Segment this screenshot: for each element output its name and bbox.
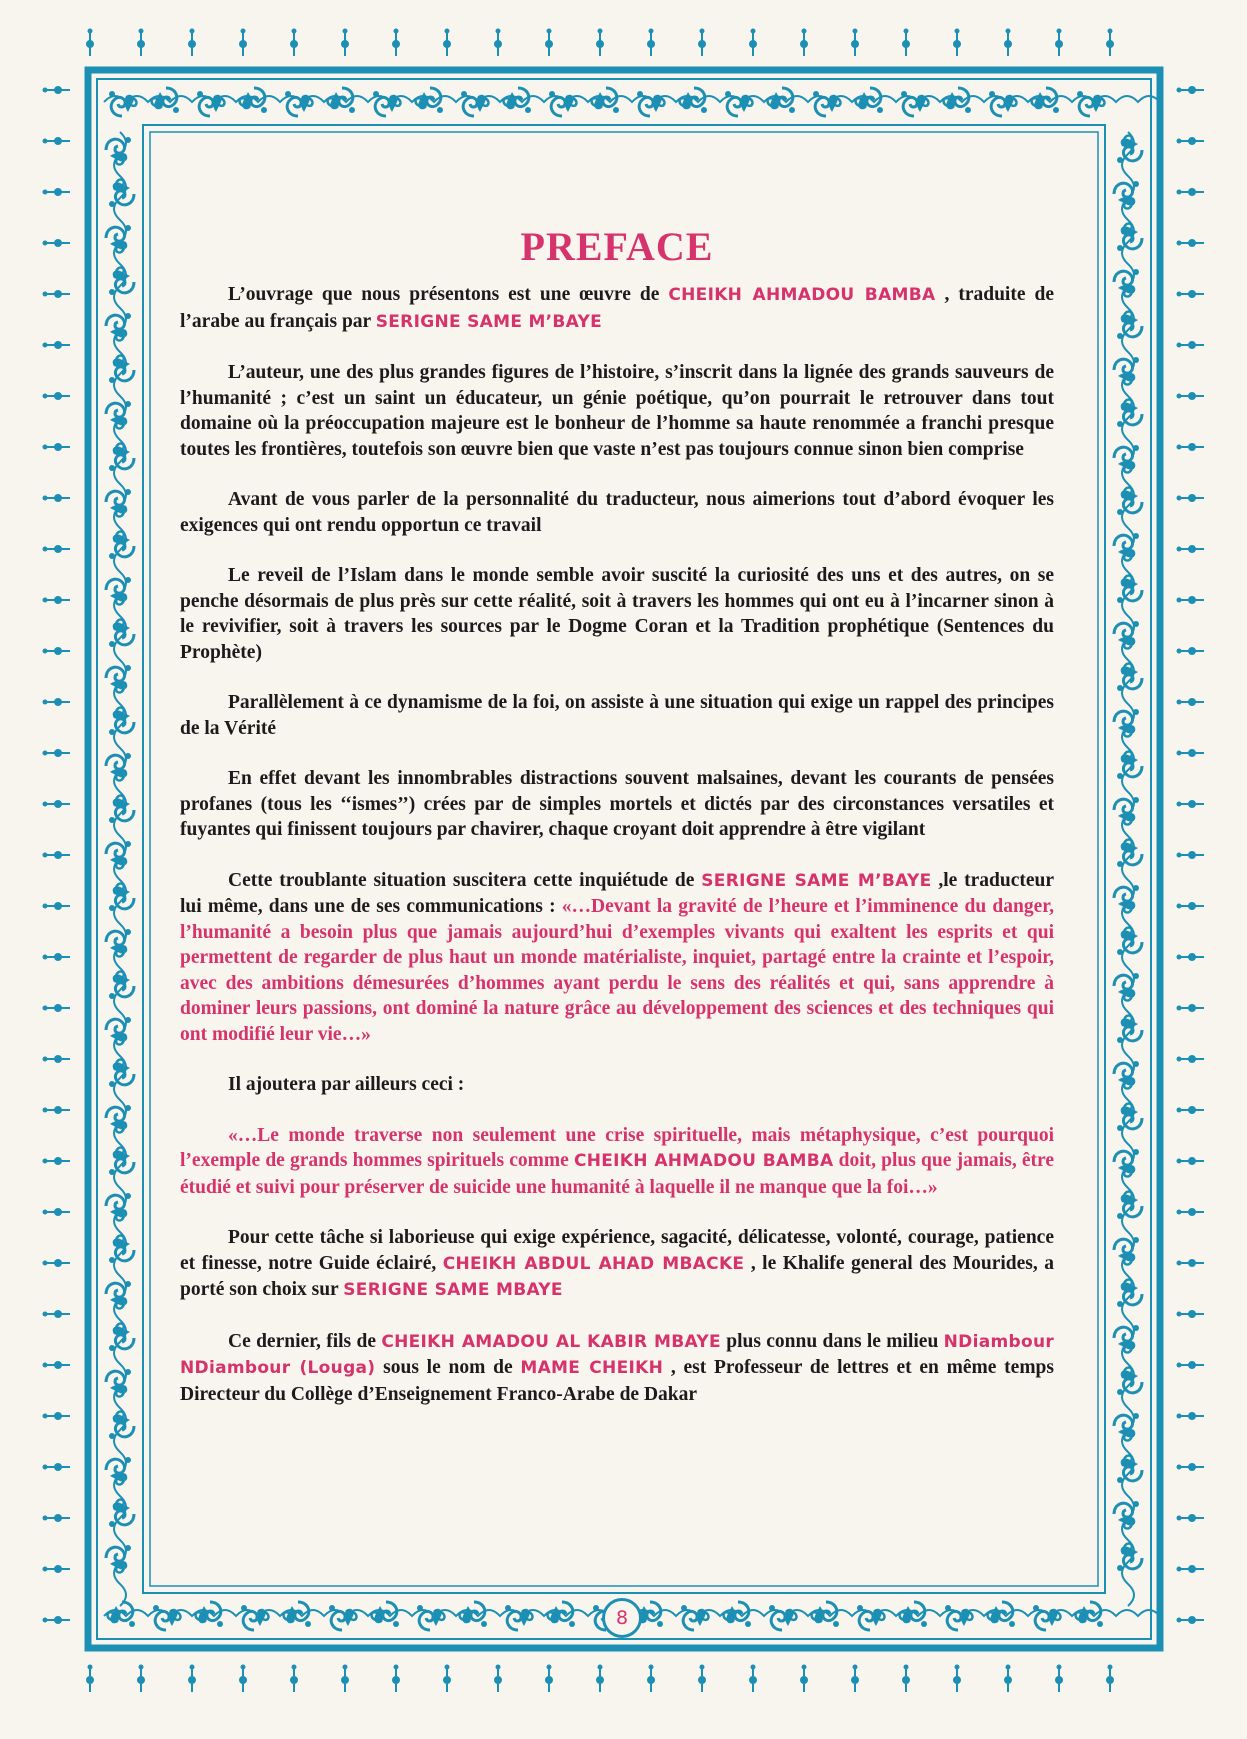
highlighted-name: CHEIKH ABDUL AHAD MBACKE <box>442 1253 745 1274</box>
quotation-text: «…Le monde traverse non seulement une crise spirituelle, mais métaphysique, c’est pourquoi l’exemple de grands hommes spirituels comme <box>180 1124 1054 1171</box>
paragraph <box>180 1225 1054 1304</box>
body-text: ,le traducteur lui même, dans une de ses communications : <box>180 869 1055 917</box>
body-text: Il ajoutera par ailleurs ceci : <box>228 1074 465 1095</box>
highlighted-name: SERIGNE SAME M’BAYE <box>701 870 932 891</box>
highlighted-name: CHEIKH AHMADOU BAMBA <box>573 1151 834 1171</box>
quotation-text: «…Devant la gravité de l’heure et l’imminence du danger, l’humanité a besoin plus que jamais aujourd’hui d’exemples vivants qui exaltent les esprits et qui permettent de regarder de plus haut un monde matérialiste, inquiet, partagé entre la crainte et l’espoir, avec des ambitions démesurées d’hommes ayant perdu le sens des réalités et qui, sans apprendre à dominer leurs passions, ont dominé la nature grâce au développement des sciences et des techniques qui ont modifié leur vie…» <box>180 896 1054 1045</box>
highlighted-name: SERIGNE SAME M’BAYE <box>375 311 603 332</box>
body-text: Cette troublante situation suscitera cette inquiétude de <box>228 869 702 891</box>
highlighted-name: MAME CHEIKH <box>520 1358 664 1378</box>
paragraph <box>180 1123 1054 1201</box>
paragraph <box>180 563 1054 665</box>
body-text: Ce dernier, fils de <box>228 1330 382 1352</box>
body-text: , traduite de l’arabe au français par <box>180 284 1054 332</box>
highlighted-name: SERIGNE SAME MBAYE <box>343 1280 563 1300</box>
highlighted-name: CHEIKH AHMADOU BAMBA <box>668 285 936 305</box>
paragraph <box>180 282 1054 335</box>
body-text: sous le nom de <box>375 1357 521 1378</box>
paragraph <box>180 360 1054 462</box>
highlighted-name: CHEIKH AMADOU AL KABIR MBAYE <box>381 1331 721 1352</box>
paragraph <box>180 868 1054 1048</box>
body-text: En effet devant les innombrables distractions souvent malsaines, devant les courants de pensées profanes (tous les ‘‘ismes’’) crées par de simples mortels et dictés par des circonstances versatiles et fuyantes qui finissent toujours par chavirer, chaque croyant doit apprendre à être vigilant <box>180 768 1054 840</box>
body-text: L’auteur, une des plus grandes figures de l’histoire, s’inscrit dans la lignée des grands sauveurs de l’humanité ; c’est un saint un éducateur, un génie poétique, qu’on pourrait le retrouver dans tout domaine où la préoccupation majeure est le bonheur de l’homme sa haute renommée a franchi presque toutes les frontières, toutefois son œuvre bien que vaste n’est pas toujours connue sinon bien comprise <box>180 362 1054 460</box>
paragraph <box>180 487 1054 538</box>
paragraph <box>180 690 1054 741</box>
body-text: Parallèlement à ce dynamisme de la foi, on assiste à une situation qui exige un rappel des principes de la Vérité <box>180 692 1054 739</box>
preface-body <box>180 282 1054 1407</box>
body-text: Pour cette tâche si laborieuse qui exige expérience, sagacité, délicatesse, volonté, courage, patience et finesse, notre Guide éclairé, <box>180 1227 1054 1274</box>
page-content <box>180 200 1054 1570</box>
body-text: , est Professeur de lettres et en même temps Directeur du Collège d’Enseignement Franco-Arabe de Dakar <box>180 1357 1054 1405</box>
body-text: , le Khalife general des Mourides, a porté son choix sur <box>180 1252 1054 1300</box>
body-text: Avant de vous parler de la personnalité du traducteur, nous aimerions tout d’abord évoquer les exigences qui ont rendu opportun ce travail <box>180 489 1054 536</box>
quotation-text: doit, plus que jamais, être étudié et suivi pour préserver de suicide une humanité à laquelle il ne manque que la foi…» <box>180 1150 1054 1198</box>
paragraph <box>180 766 1054 843</box>
body-text: plus connu dans le milieu <box>720 1330 944 1352</box>
page-number: 8 <box>615 1607 629 1629</box>
paragraph <box>180 1329 1054 1408</box>
page-number-badge <box>602 1598 642 1638</box>
paragraph <box>180 1072 1054 1098</box>
highlighted-name: NDiambour NDiambour (Louga) <box>180 1331 1055 1378</box>
body-text: L’ouvrage que nous présentons est une œuvre de <box>228 284 669 305</box>
page-title: PREFACE <box>520 224 714 269</box>
body-text: Le reveil de l’Islam dans le monde semble avoir suscité la curiosité des uns et des autres, on se penche désormais de plus près sur cette réalité, soit à travers les hommes qui ont eu à l’incarner sinon à le revivifier, soit à travers les sources par le Dogme Coran et la Tradition prophétique (Sentences du Prophète) <box>180 565 1054 663</box>
